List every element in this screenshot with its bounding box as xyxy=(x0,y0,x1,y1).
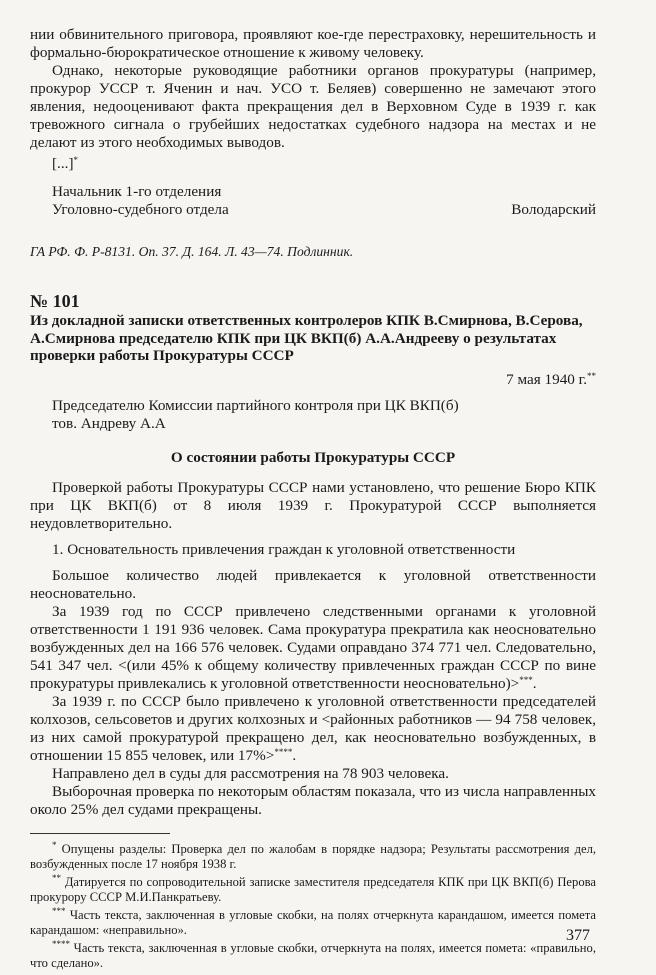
subsection-title: 1. Основательность привлечения граждан к уголовной ответственности xyxy=(52,540,516,558)
body-paragraph-4-text: За 1939 г. по СССР было привлечено к уголовной ответственности председателей колхозов, сельсоветов и других колхозных и <районных работников — 94 758 человек, из них самой прокуратурой прекращено дел, как неосновательно возбужденных, в отношении 15 855 человек, или 17%> xyxy=(30,692,596,764)
archive-reference: ГА РФ. Ф. Р-8131. Оп. 37. Д. 164. Л. 43—74. Подлинник. xyxy=(30,244,354,259)
omission-marker xyxy=(52,155,596,173)
addressee-line-2: тов. Андреву А.А xyxy=(52,414,166,432)
footnote-divider xyxy=(30,833,170,834)
footnote xyxy=(30,905,597,938)
footnote-mark: ** xyxy=(52,872,61,883)
body-paragraph-6: Выборочная проверка по некоторым областям показала, что из числа направленных около 25% дел судами прекращены. xyxy=(30,782,596,818)
document-number: № 101 xyxy=(30,291,80,311)
signatory-name: Володарский xyxy=(511,201,596,218)
document-date xyxy=(30,371,596,389)
signature-block xyxy=(30,179,596,227)
para4-footnote-mark: **** xyxy=(274,746,293,757)
signatory-title xyxy=(52,183,352,219)
footnote-text: Опущены разделы: Проверка дел по жалобам в порядке надзора; Результаты рассмотрения дел, возбужденных после 17 ноября 1938 г. xyxy=(30,841,597,871)
para3-end: . xyxy=(532,674,537,692)
document-title: Из докладной записки ответственных контролеров КПК В.Смирнова, В.Серова, А.Смирнова председателю КПК при ЦК ВКП(б) А.А.Андрееву о результатах проверки работы Прокуратуры СССР xyxy=(30,312,583,364)
body-paragraph-3-text: За 1939 год по СССР привлечено следственными органами к уголовной ответственности 1 191 936 человек. Сама прокуратура прекратила как неосновательно возбужденных дел на 166 576 человек. Судами оправдано 374 771 чел. Следовательно, 541 347 чел. <(или 45% к общему количеству привлеченных граждан СССР по вине прокуратуры привлекались к уголовной ответственности неосновательно)> xyxy=(30,602,596,692)
footnote-mark: **** xyxy=(52,938,70,949)
intro-paragraph-1: нии обвинительного приговора, проявляют кое-где перестраховку, нерешительность и формально-бюрократическое отношение к живому человеку. xyxy=(30,26,596,61)
page-number: 377 xyxy=(566,927,590,944)
document-date-text: 7 мая 1940 г. xyxy=(506,370,587,388)
footnote xyxy=(30,872,596,905)
document-page xyxy=(30,26,596,974)
body-paragraph-5: Направлено дел в суды для рассмотрения на 78 903 человека. xyxy=(52,764,449,782)
omission-footnote-mark: * xyxy=(73,155,79,165)
body-paragraph-2: Большое количество людей привлекается к уголовной ответственности неосновательно. xyxy=(30,566,596,602)
addressee-block xyxy=(52,397,596,433)
signatory-title-line-1: Начальник 1-го отделения xyxy=(52,183,222,200)
body-paragraph-3 xyxy=(30,603,596,693)
footnote xyxy=(30,938,596,971)
footnote-mark: * xyxy=(52,839,57,850)
footnote-mark: *** xyxy=(52,905,66,916)
para3-footnote-mark: *** xyxy=(519,674,533,685)
footnote-text: Датируется по сопроводительной записке заместителя председателя КПК при ЦК ВКП(б) Перова прокурору СССР М.И.Панкратьеву. xyxy=(30,874,596,904)
addressee-line-1: Председателю Комиссии партийного контроля при ЦК ВКП(б) xyxy=(52,396,459,414)
footnotes xyxy=(30,839,597,971)
body-paragraph-1: Проверкой работы Прокуратуры СССР нами установлено, что решение Бюро КПК при ЦК ВКП(б) от 8 июля 1939 г. Прокуратурой СССР выполняется неудовлетворительно. xyxy=(30,478,596,532)
body-paragraph-4 xyxy=(30,693,596,765)
signatory-title-line-2: Уголовно-судебного отдела xyxy=(52,201,229,218)
section-heading: О состоянии работы Прокуратуры СССР xyxy=(170,448,456,466)
footnote xyxy=(30,839,597,872)
footnote-text: Часть текста, заключенная в угловые скобки, на полях отчеркнута карандашом, имеется помета карандашом: «неправильно». xyxy=(30,907,597,937)
intro-paragraph-2: Однако, некоторые руководящие работники органов прокуратуры (например, прокурор УССР т. Яченин и нач. УСО т. Беляев) совершенно не замечают этого явления, недооценивают факта прекращения дел в Верховном Суде в 1939 г. как тревожного сигнала о грубейших недостатках судебного надзора на местах и не делают из этого необходимых выводов. xyxy=(30,62,596,151)
para4-end: . xyxy=(292,746,297,764)
footnote-text: Часть текста, заключенная в угловые скобки, отчеркнута на полях, имеется помета: «правильно, что сделано». xyxy=(30,940,596,970)
omission-text: [...] xyxy=(52,155,74,172)
date-footnote-mark: ** xyxy=(587,370,596,381)
